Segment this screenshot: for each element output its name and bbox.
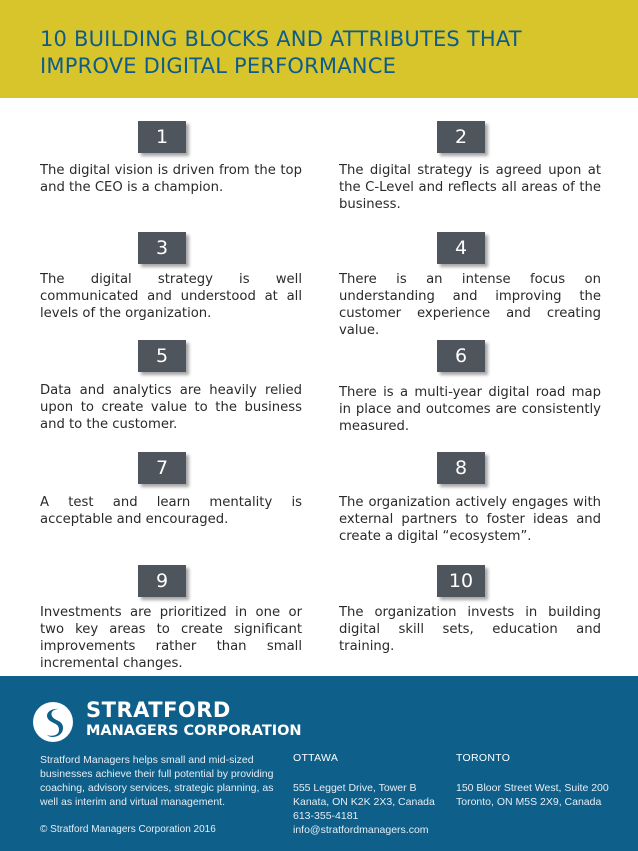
- company-description: Stratford Managers helps small and mid-sized businesses achieve their full potential by providing coaching, advisory services, strategic planning, as well as interim and virtual management.: [40, 754, 274, 808]
- number-badge: 1: [138, 121, 186, 153]
- stratford-logo-icon: [32, 701, 74, 743]
- building-block-text: The digital vision is driven from the top and the CEO is a champion.: [40, 163, 302, 195]
- footer: [0, 676, 638, 851]
- page-title: [40, 26, 600, 80]
- building-block-text: The organization invests in building digital skill sets, education and training.: [339, 605, 601, 654]
- office-heading-ottawa: OTTAWA: [293, 752, 339, 764]
- number-badge: 5: [138, 340, 186, 372]
- title-line-2: IMPROVE DIGITAL PERFORMANCE: [40, 54, 397, 78]
- number-badge: 2: [437, 121, 485, 153]
- email-address: info@stratfordmanagers.com: [293, 824, 429, 836]
- header-banner: [0, 0, 638, 98]
- address-line: 150 Bloor Street West, Suite 200: [456, 782, 609, 794]
- phone-number: 613-355-4181: [293, 810, 359, 822]
- building-block-text: The organization actively engages with external partners to foster ideas and create a digital “ecosystem”.: [339, 495, 601, 544]
- office-heading-toronto: TORONTO: [456, 752, 511, 764]
- building-block-text: There is a multi-year digital road map in place and outcomes are consistently measured.: [339, 385, 601, 434]
- number-badge: 7: [138, 452, 186, 484]
- address-line: 555 Legget Drive, Tower B: [293, 782, 417, 794]
- number-badge: 3: [138, 232, 186, 264]
- building-block-text: The digital strategy is agreed upon at the C-Level and reflects all areas of the business.: [339, 163, 601, 212]
- address-line: Kanata, ON K2K 2X3, Canada: [293, 796, 435, 808]
- number-badge: 9: [138, 565, 186, 597]
- copyright-notice: © Stratford Managers Corporation 2016: [40, 824, 216, 835]
- logo-wordmark-line-2: MANAGERS CORPORATION: [86, 723, 302, 739]
- logo-wordmark-line-1: STRATFORD: [86, 698, 231, 722]
- building-block-text: There is an intense focus on understanding and improving the customer experience and creating value.: [339, 272, 601, 338]
- address-line: Toronto, ON M5S 2X9, Canada: [456, 796, 602, 808]
- number-badge: 4: [437, 232, 485, 264]
- number-badge: 6: [437, 340, 485, 372]
- building-block-text: A test and learn mentality is acceptable and encouraged.: [40, 495, 302, 527]
- office-address-ottawa: [293, 781, 435, 837]
- building-block-text: Data and analytics are heavily relied upon to create value to the business and to the customer.: [40, 383, 302, 432]
- building-block-text: The digital strategy is well communicated and understood at all levels of the organization.: [40, 272, 302, 321]
- number-badge: 8: [437, 452, 485, 484]
- office-address-toronto: [456, 781, 609, 809]
- number-badge: 10: [437, 565, 485, 597]
- building-block-text: Investments are prioritized in one or two key areas to create significant improvements rather than small incremental changes.: [40, 605, 302, 671]
- title-line-1: 10 BUILDING BLOCKS AND ATTRIBUTES THAT: [40, 27, 522, 51]
